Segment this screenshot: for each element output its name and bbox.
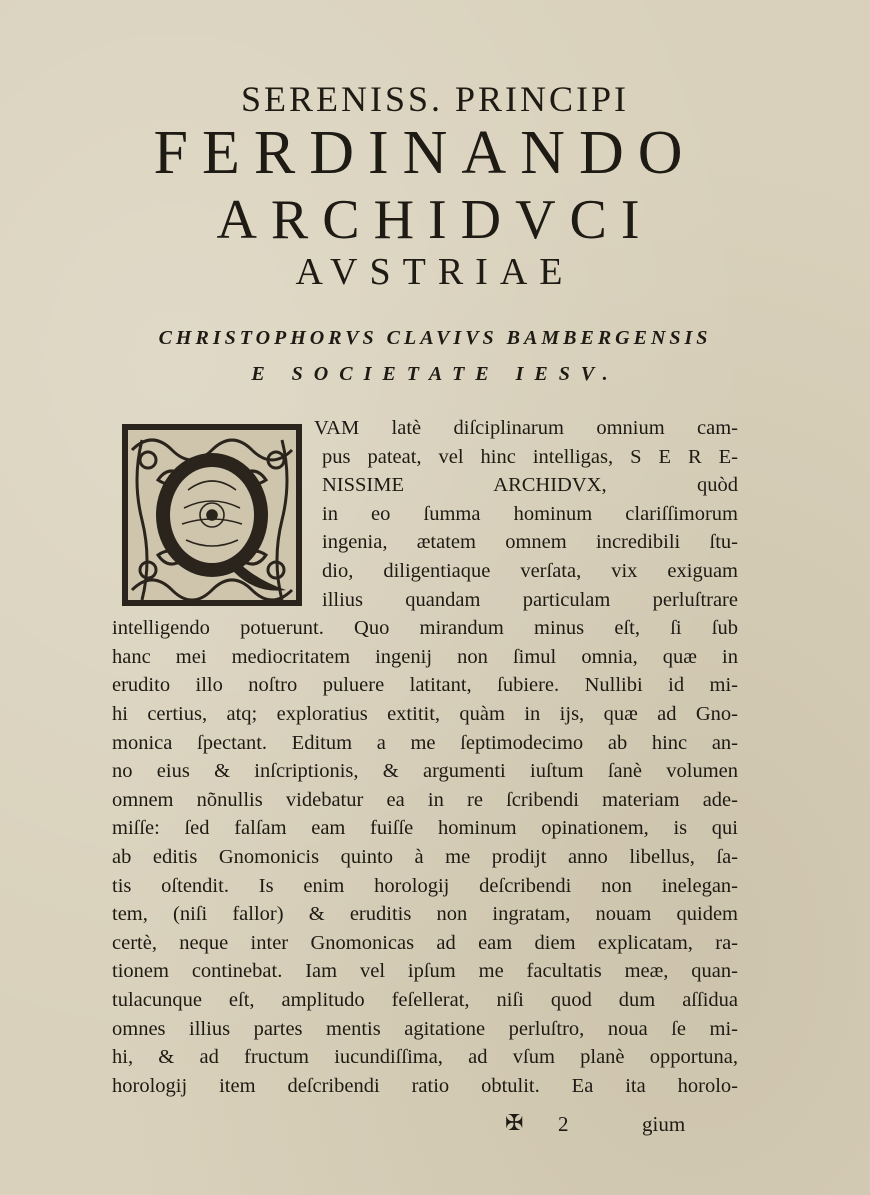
text-line: in eo ſumma hominum clariſſimorum bbox=[322, 503, 738, 525]
text-line: hi, & ad fructum iucundiſſima, ad vſum planè opportuna, bbox=[112, 1047, 738, 1069]
text-line: tulacunque eſt, amplitudo feſellerat, niſi quod dum aſſidua bbox=[112, 990, 738, 1011]
text-line: certè, neque inter Gnomonicas ad eam diem explicatam, ra- bbox=[112, 932, 738, 954]
text-line: VAM latè diſciplinarum omnium cam- bbox=[314, 418, 738, 439]
text-line: ingenia, ætatem omnem incredibili ſtu- bbox=[322, 532, 738, 554]
text-line: tem, (niſi fallor) & eruditis non ingratam, nouam quidem bbox=[112, 904, 738, 926]
text-line: hanc mei mediocritatem ingenij non ſimul omnia, quæ in bbox=[112, 646, 738, 668]
text-line: illius quandam particulam perluſtrare bbox=[322, 589, 738, 611]
dedication-title: ARCHIDVCI bbox=[216, 189, 654, 251]
text-line: omnem nõnullis videbatur ea in re ſcribendi materiam ade- bbox=[112, 789, 738, 811]
text-line: intelligendo potuerunt. Quo mirandum minus eſt, ſi ſub bbox=[112, 618, 738, 640]
text-line: tionem continebat. Iam vel ipſum me facultatis meæ, quan- bbox=[112, 961, 738, 983]
dedication-country: AVSTRIAE bbox=[295, 251, 575, 293]
author-name: CHRISTOPHORVS CLAVIVS BAMBERGENSIS bbox=[158, 327, 712, 349]
signature-mark: ✠ bbox=[505, 1110, 524, 1135]
text-line: NISSIME ARCHIDVX, quòd bbox=[322, 475, 738, 497]
text-line: tis oſtendit. Is enim horologij deſcribendi non inelegan- bbox=[112, 875, 738, 897]
text-line: pus pateat, vel hinc intelligas, S E R E- bbox=[322, 446, 738, 468]
text-line: monica ſpectant. Editum a me ſeptimodecimo ab hinc an- bbox=[112, 732, 738, 754]
text-line: erudito illo noſtro puluere latitant, ſubiere. Nullibi id mi- bbox=[112, 675, 738, 697]
catchword: gium bbox=[642, 1112, 686, 1136]
dedication-line-1: SERENISS. PRINCIPI bbox=[240, 79, 630, 119]
text-line: no eius & inſcriptionis, & argumenti iuſtum ſanè volumen bbox=[112, 761, 738, 783]
author-order: E SOCIETATE IESV. bbox=[251, 363, 619, 385]
text-line: omnes illius partes mentis agitatione perluſtro, noua ſe mi- bbox=[112, 1018, 738, 1040]
text-line: miſſe: ſed falſam eam fuiſſe hominum opinationem, is qui bbox=[112, 818, 738, 840]
text-line: dio, diligentiaque verſata, vix exiguam bbox=[322, 561, 738, 582]
text-line: horologij item deſcribendi ratio obtulit. Ea ita horolo- bbox=[112, 1075, 738, 1097]
text-line: ab editis Gnomonicis quinto à me prodijt anno libellus, ſa- bbox=[112, 847, 738, 868]
page-number: 2 bbox=[558, 1112, 569, 1136]
text-line: hi certius, atq; exploratius extitit, quàm in ijs, quæ ad Gno- bbox=[112, 704, 738, 725]
dedication-name: FERDINANDO bbox=[153, 119, 697, 187]
ornamental-initial-q bbox=[118, 420, 306, 610]
